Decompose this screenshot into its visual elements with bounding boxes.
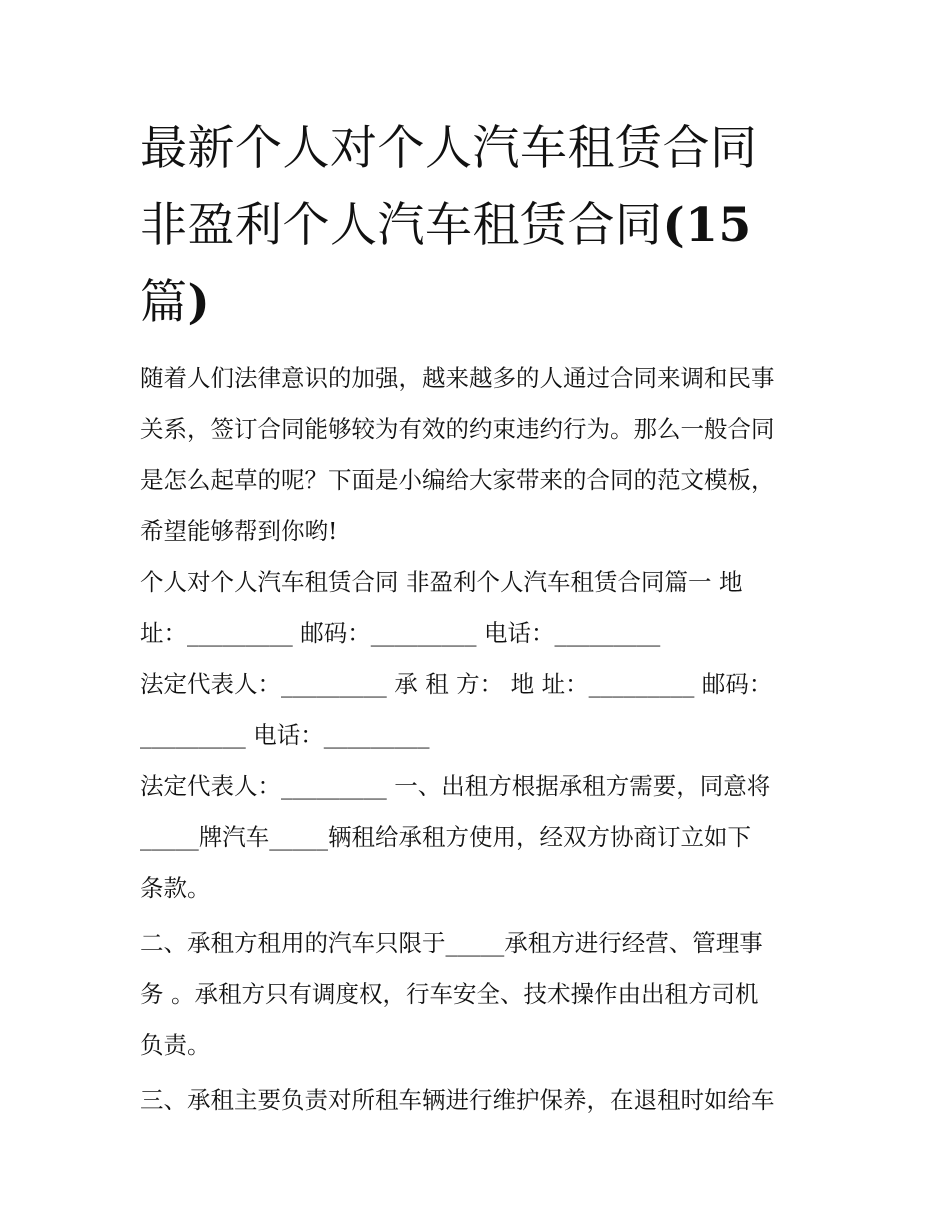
text-line: 希望能够帮到你哟! [140, 517, 338, 545]
text-line: 法定代表人：_________ 一、出租方根据承租方需要，同意将 [140, 772, 771, 800]
clause-two-paragraph [140, 918, 812, 1071]
text-line: 二、承租方租用的汽车只限于_____承租方进行经营、管理事 [140, 929, 763, 957]
text-line: _____牌汽车_____辆租给承租方使用，经双方协商订立如下 [140, 823, 751, 851]
text-line: 关系，签订合同能够较为有效的约束违约行为。那么一般合同 [140, 415, 775, 443]
lessor-address-paragraph [140, 557, 812, 659]
lessee-info-paragraph [140, 659, 812, 761]
intro-paragraph [140, 353, 812, 557]
clause-three-paragraph [140, 1075, 812, 1126]
text-line: 法定代表人：_________ 承 租 方： 地 址：_________ 邮码： [140, 670, 773, 698]
title-line-text: 非盈利个人汽车租赁合同(15 [140, 198, 752, 253]
text-line: 是怎么起草的呢？下面是小编给大家带来的合同的范文模板， [140, 466, 775, 494]
text-line: 址：_________ 邮码：_________ 电话：_________ [140, 619, 661, 647]
text-line: 个人对个人汽车租赁合同 非盈利个人汽车租赁合同篇一 地 [140, 568, 743, 596]
title-line: 篇) [140, 275, 211, 330]
text-line: 务 。承租方只有调度权，行车安全、技术操作由出租方司机 [140, 980, 759, 1008]
text-line: _________ 电话：_________ [140, 721, 430, 749]
clause-one-paragraph [140, 761, 812, 914]
document-content [140, 110, 812, 1126]
text-line: 三、承租主要负责对所租车辆进行维护保养，在退租时如给车 [140, 1086, 775, 1114]
text-line: 负责。 [140, 1031, 211, 1059]
text-line: 随着人们法律意识的加强，越来越多的人通过合同来调和民事 [140, 364, 775, 392]
text-line: 条款。 [140, 874, 211, 902]
title-line: 最新个人对个人汽车租赁合同 [140, 121, 758, 176]
document-body [140, 353, 812, 1126]
title-line [140, 187, 812, 264]
document-title [140, 110, 812, 341]
